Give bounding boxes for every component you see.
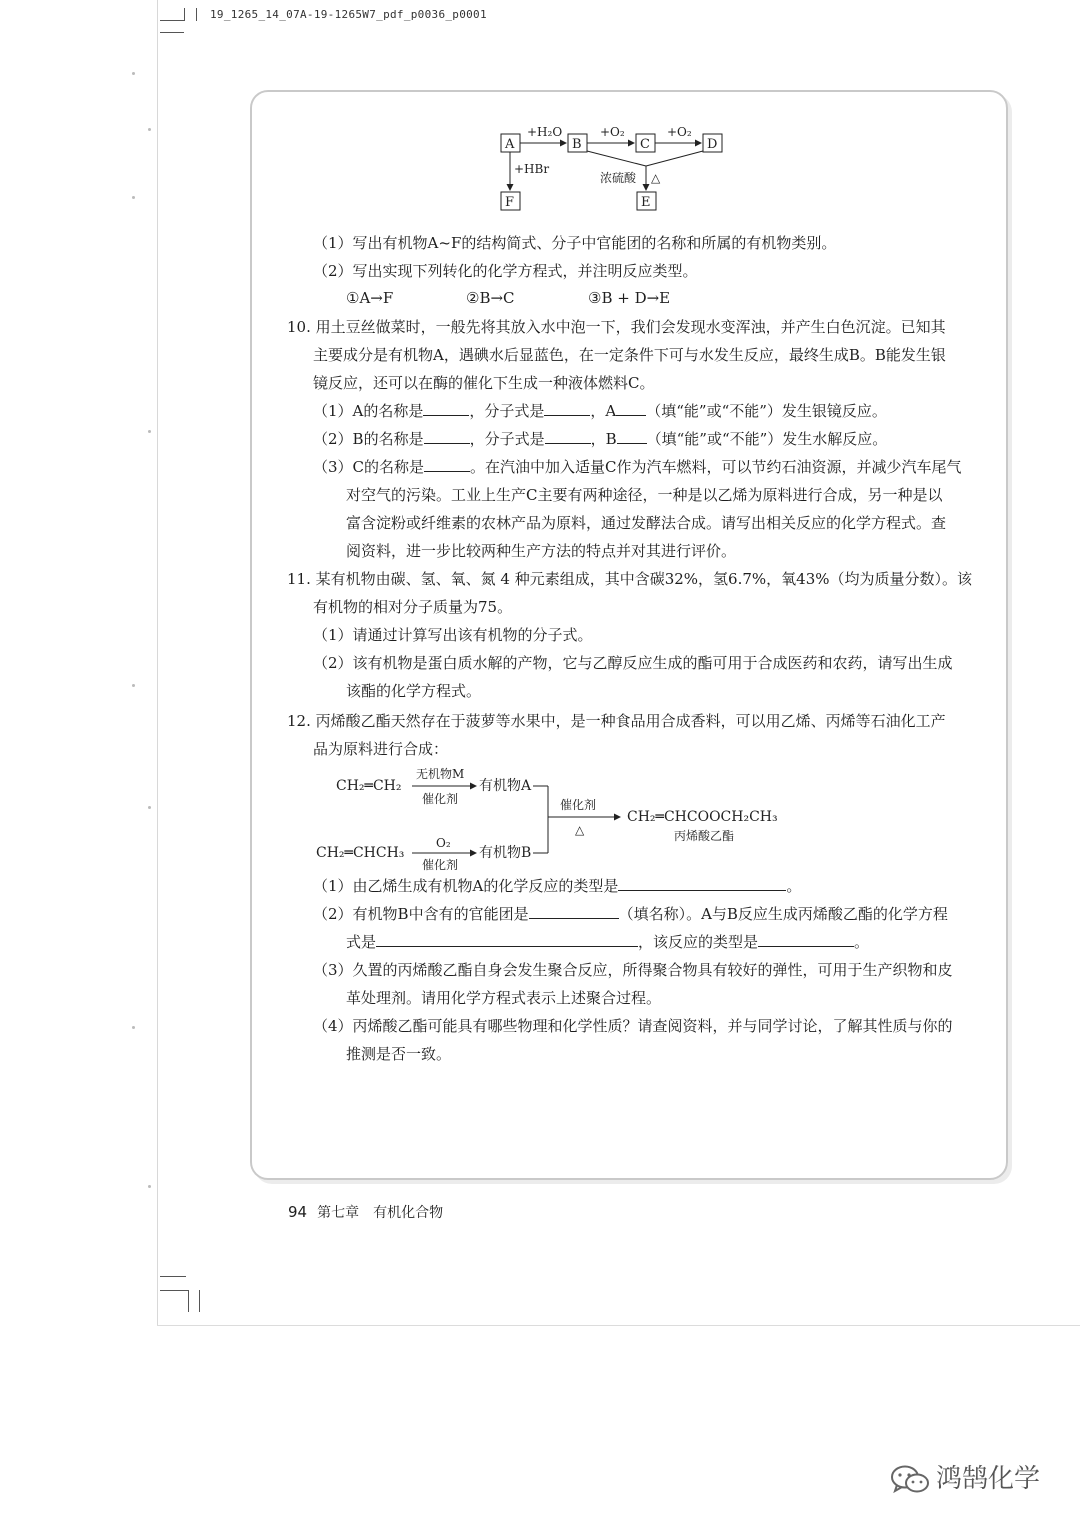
chapter-label: 第七章 <box>317 1205 360 1221</box>
q10-line2: 主要成分是有机物A，遇碘水后显蓝色，在一定条件下可与水发生反应，最终生成B。B能发生银 <box>313 346 946 364</box>
cond-final-bottom: △ <box>575 823 585 837</box>
q12-part1 <box>313 876 801 896</box>
label-c: C <box>640 137 650 152</box>
q12-part2-c: 式是 <box>346 933 377 951</box>
q10-part2-a: （2）B的名称是 <box>313 430 424 448</box>
q10-part1-b: ，分子式是 <box>469 402 545 420</box>
binding-dot <box>148 1185 151 1188</box>
q12-part3-line1: （3）久置的丙烯酸乙酯自身会发生聚合反应，所得聚合物具有较好的弹性，可用于生产织物和皮 <box>313 961 953 979</box>
q12-line2: 品为原料进行合成： <box>313 740 449 758</box>
blank-field[interactable] <box>618 876 786 891</box>
cond-m-top: 无机物M <box>416 767 465 781</box>
product-formula: CH₂═CHCOOCH₂CH₃ <box>627 809 778 825</box>
crop-mark <box>199 1290 200 1312</box>
label-b: B <box>572 137 582 152</box>
q10-part3-a: （3）C的名称是 <box>313 458 425 476</box>
q12-part2-line1 <box>313 904 948 924</box>
cond-o2-bottom: 催化剂 <box>422 858 459 872</box>
crop-mark <box>160 1290 188 1291</box>
cond-e-heat: △ <box>651 171 661 185</box>
cond-e-acid: 浓硫酸 <box>600 171 637 185</box>
q12-part1-a: （1）由乙烯生成有机物A的化学反应的类型是 <box>313 877 619 895</box>
q11-line2: 有机物的相对分子质量为75。 <box>313 598 513 616</box>
q12-part4-line2: 推测是否一致。 <box>346 1045 452 1063</box>
q12-part2-b: （填名称）。A与B反应生成丙烯酸乙酯的化学方程 <box>618 905 948 923</box>
q11-part1: （1）请通过计算写出该有机物的分子式。 <box>313 626 593 644</box>
q10-part2-b: ，分子式是 <box>469 430 545 448</box>
wechat-icon <box>890 1464 930 1496</box>
blank-field[interactable] <box>758 932 854 947</box>
q11-line1: 11. 某有机物由碳、氢、氧、氮 4 种元素组成，其中含碳32%，氢6.7%，氧43%（均为质量分数）。该 <box>287 570 972 588</box>
ethylene-formula: CH₂═CH₂ <box>336 778 402 794</box>
q10-part2-c: ，B <box>590 430 617 448</box>
cond-o2-top: O₂ <box>436 836 451 850</box>
q11-part2-line1: （2）该有机物是蛋白质水解的产物，它与乙醇反应生成的酯可用于合成医药和农药，请写出生成 <box>313 654 953 672</box>
crop-mark <box>160 1276 186 1277</box>
q12-part2-d: ，该反应的类型是 <box>638 933 759 951</box>
q12-part2-line2 <box>346 932 869 952</box>
q10-part3-line4: 阅资料，进一步比较两种生产方法的特点并对其进行评价。 <box>346 542 737 560</box>
q10-part3-line3: 富含淀粉或纤维素的农林产品为原料，通过发酵法合成。请写出相关反应的化学方程式。查 <box>346 514 947 532</box>
propylene-formula: CH₂═CHCH₃ <box>316 845 405 861</box>
q9-reaction-1: ①A→F <box>346 289 394 307</box>
blank-field[interactable] <box>376 932 638 947</box>
page-number: 94 <box>288 1203 308 1221</box>
page-footer <box>288 1202 443 1222</box>
q12-part2-a: （2）有机物B中含有的官能团是 <box>313 905 529 923</box>
q12-part4-line1: （4）丙烯酸乙酯可能具有哪些物理和化学性质？请查阅资料，并与同学讨论，了解其性质与你的 <box>313 1017 953 1035</box>
chapter-title: 有机化合物 <box>373 1205 444 1221</box>
blank-field[interactable] <box>529 904 619 919</box>
q12-part3-line2: 革处理剂。请用化学方程式表示上述聚合过程。 <box>346 989 662 1007</box>
watermark <box>890 1458 1040 1498</box>
cond-af: +HBr <box>514 162 550 176</box>
sheet-edge-bottom <box>157 1325 1080 1326</box>
q10-line1: 10. 用土豆丝做菜时，一般先将其放入水中泡一下，我们会发现水变浑浊，并产生白色沉淀。已知其 <box>287 318 946 336</box>
q9-reaction-2: ②B→C <box>466 289 515 307</box>
cond-bc: +O₂ <box>600 125 625 139</box>
cond-m-bottom: 催化剂 <box>422 792 459 806</box>
q10-part3-b: 。在汽油中加入适量C作为汽车燃料，可以节约石油资源，并减少汽车尾气 <box>470 458 962 476</box>
cond-final-top: 催化剂 <box>560 798 597 812</box>
cond-cd: +O₂ <box>667 125 692 139</box>
q11-part2-line2: 该酯的化学方程式。 <box>346 682 482 700</box>
q10-part1-d: （填“能”或“不能”）发生银镜反应。 <box>646 402 887 420</box>
q9-part2: （2）写出实现下列转化的化学方程式，并注明反应类型。 <box>313 262 698 280</box>
header-code: 19_1265_14_07A-19-1265W7_pdf_p0036_p0001 <box>210 8 487 21</box>
product-name: 丙烯酸乙酯 <box>674 829 735 843</box>
label-a: A <box>505 137 515 152</box>
q12-line1: 12. 丙烯酸乙酯天然存在于菠萝等水果中，是一种食品用合成香料，可以用乙烯、丙烯等石油化工产 <box>287 712 946 730</box>
q10-part3-line2: 对空气的污染。工业上生产C主要有两种途径，一种是以乙烯为原料进行合成，另一种是以 <box>346 486 943 504</box>
q12-part2-e: 。 <box>854 933 870 951</box>
cond-ab: +H₂O <box>527 125 563 139</box>
organic-a-label: 有机物A <box>479 778 532 794</box>
binding-dot <box>132 1026 135 1029</box>
label-d: D <box>707 137 718 152</box>
organic-b-label: 有机物B <box>479 845 532 861</box>
q9-reaction-3: ③B + D→E <box>588 289 671 307</box>
label-e: E <box>641 195 651 210</box>
q10-part1-c: ，A <box>590 402 617 420</box>
q10-line3: 镜反应，还可以在酶的催化下生成一种液体燃料C。 <box>313 374 655 392</box>
crop-mark <box>188 1290 189 1312</box>
q10-part2-d: （填“能”或“不能”）发生水解反应。 <box>646 430 888 448</box>
label-f: F <box>505 195 515 210</box>
watermark-text: 鸿鹄化学 <box>936 1464 1041 1494</box>
q12-part1-b: 。 <box>786 877 802 895</box>
q10-part1-a: （1）A的名称是 <box>313 402 424 420</box>
q9-part1: （1）写出有机物A~F的结构简式、分子中官能团的名称和所属的有机物类别。 <box>313 234 837 252</box>
